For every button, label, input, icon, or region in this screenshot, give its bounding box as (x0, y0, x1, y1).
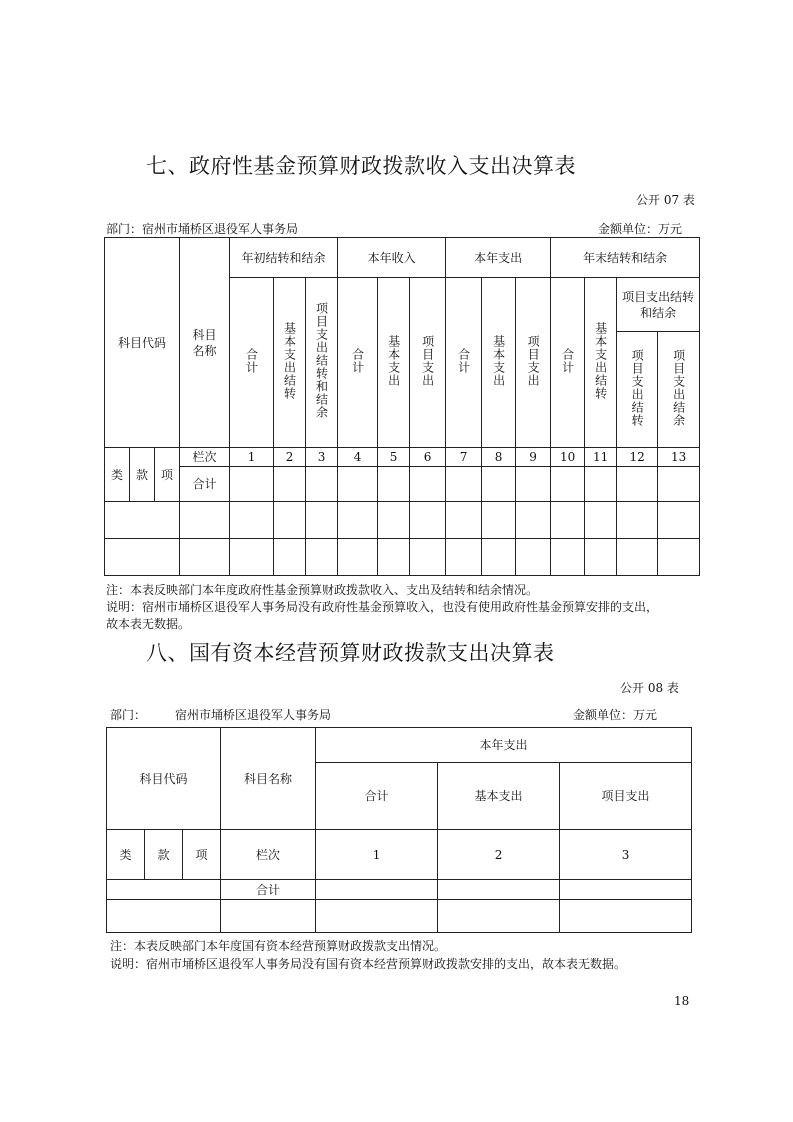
table7-header-begin: 年初结转和结余 (230, 238, 338, 278)
table8-header-code: 科目代码 (107, 728, 221, 830)
table8-cell-kuan: 款 (145, 830, 183, 880)
table7-dept: 部门：宿州市埇桥区退役军人事务局 (106, 222, 299, 236)
table8-header-name: 科目名称 (221, 728, 316, 830)
table-row (107, 900, 692, 933)
table7-header-begin-proj: 项目支出结转和结余 (306, 278, 338, 448)
table7-header-begin-total: 合计 (230, 278, 274, 448)
table8-cell-heji: 合计 (221, 880, 316, 900)
table7-col-num: 13 (658, 448, 700, 467)
table8-explanation: 说明：宿州市埇桥区退役军人事务局没有国有资本经营预算财政拨款安排的支出，故本表无数据。 (110, 957, 627, 971)
table7-header-income-proj: 项目支出 (410, 278, 446, 448)
table7-explanation-cont: 故本表无数据。 (106, 617, 191, 631)
table7-col-num: 12 (617, 448, 658, 467)
table7-col-num: 9 (516, 448, 551, 467)
table7-col-num: 6 (410, 448, 446, 467)
table7-cell-xiang: 项 (155, 448, 180, 502)
table8-note: 注：本表反映部门本年度国有资本经营预算财政拨款支出情况。 (110, 939, 447, 953)
table7-explanation: 说明：宿州市埇桥区退役军人事务局没有政府性基金预算收入，也没有使用政府性基金预算安排的支出， (106, 600, 659, 614)
table8-cell-xiang: 项 (183, 830, 221, 880)
table8-header-basic: 基本支出 (438, 763, 560, 830)
table8-col-num: 3 (560, 830, 692, 880)
table-row (105, 539, 700, 576)
table8-col-num: 2 (438, 830, 560, 880)
table7-header-end-proj-surplus: 项目支出结余 (658, 332, 700, 448)
table7-header-end-basic: 基本支出结转 (585, 278, 617, 448)
table7-col-num: 3 (306, 448, 338, 467)
table8-code: 公开 08 表 (620, 681, 679, 695)
table7-col-num: 8 (482, 448, 516, 467)
table7-header-expend: 本年支出 (446, 238, 551, 278)
table7-cell-kuan: 款 (130, 448, 155, 502)
table8-dept-label: 部门： (110, 708, 147, 722)
table8-header-expend: 本年支出 (316, 728, 692, 763)
table7-col-num: 1 (230, 448, 274, 467)
table7-header-income-basic: 基本支出 (378, 278, 410, 448)
table7-header-code: 科目代码 (105, 238, 180, 448)
table7-col-num: 10 (551, 448, 585, 467)
table8-cell-lanci: 栏次 (221, 830, 316, 880)
table7-header-expend-basic: 基本支出 (482, 278, 516, 448)
table7-col-num: 2 (274, 448, 306, 467)
table7-note: 注：本表反映部门本年度政府性基金预算财政拨款收入、支出及结转和结余情况。 (106, 583, 539, 597)
table7-header-begin-basic: 基本支出结转 (274, 278, 306, 448)
table7-cell-lanci: 栏次 (180, 448, 230, 467)
table7-unit: 金额单位：万元 (598, 222, 683, 236)
table7-header-end-total: 合计 (551, 278, 585, 448)
table8 (106, 727, 692, 933)
table7-header-end-proj-carry: 项目支出结转 (617, 332, 658, 448)
table7-col-num: 5 (378, 448, 410, 467)
table8-header-proj: 项目支出 (560, 763, 692, 830)
table7-header-name: 科目名称 (180, 238, 230, 448)
table7-col-num: 4 (338, 448, 378, 467)
table8-header-total: 合计 (316, 763, 438, 830)
table7-col-num: 11 (585, 448, 617, 467)
table7 (104, 237, 700, 576)
table7-code: 公开 07 表 (636, 193, 695, 207)
table7-col-num: 7 (446, 448, 482, 467)
table-row (105, 502, 700, 539)
table7-header-end: 年末结转和结余 (551, 238, 700, 278)
table7-header-expend-proj: 项目支出 (516, 278, 551, 448)
table7-header-income-total: 合计 (338, 278, 378, 448)
table7-header-expend-total: 合计 (446, 278, 482, 448)
table8-title: 八、国有资本经营预算财政拨款支出决算表 (146, 641, 555, 665)
table7-cell-heji: 合计 (180, 467, 230, 502)
table7-header-income: 本年收入 (338, 238, 446, 278)
table8-unit: 金额单位：万元 (573, 708, 658, 722)
table7-header-end-proj: 项目支出结转和结余 (617, 278, 700, 332)
page-number: 18 (674, 994, 690, 1008)
table7-cell-lei: 类 (105, 448, 130, 502)
table8-dept-name: 宿州市埇桥区退役军人事务局 (175, 708, 332, 722)
table7-title: 七、政府性基金预算财政拨款收入支出决算表 (146, 154, 576, 178)
table8-cell-lei: 类 (107, 830, 145, 880)
table8-col-num: 1 (316, 830, 438, 880)
